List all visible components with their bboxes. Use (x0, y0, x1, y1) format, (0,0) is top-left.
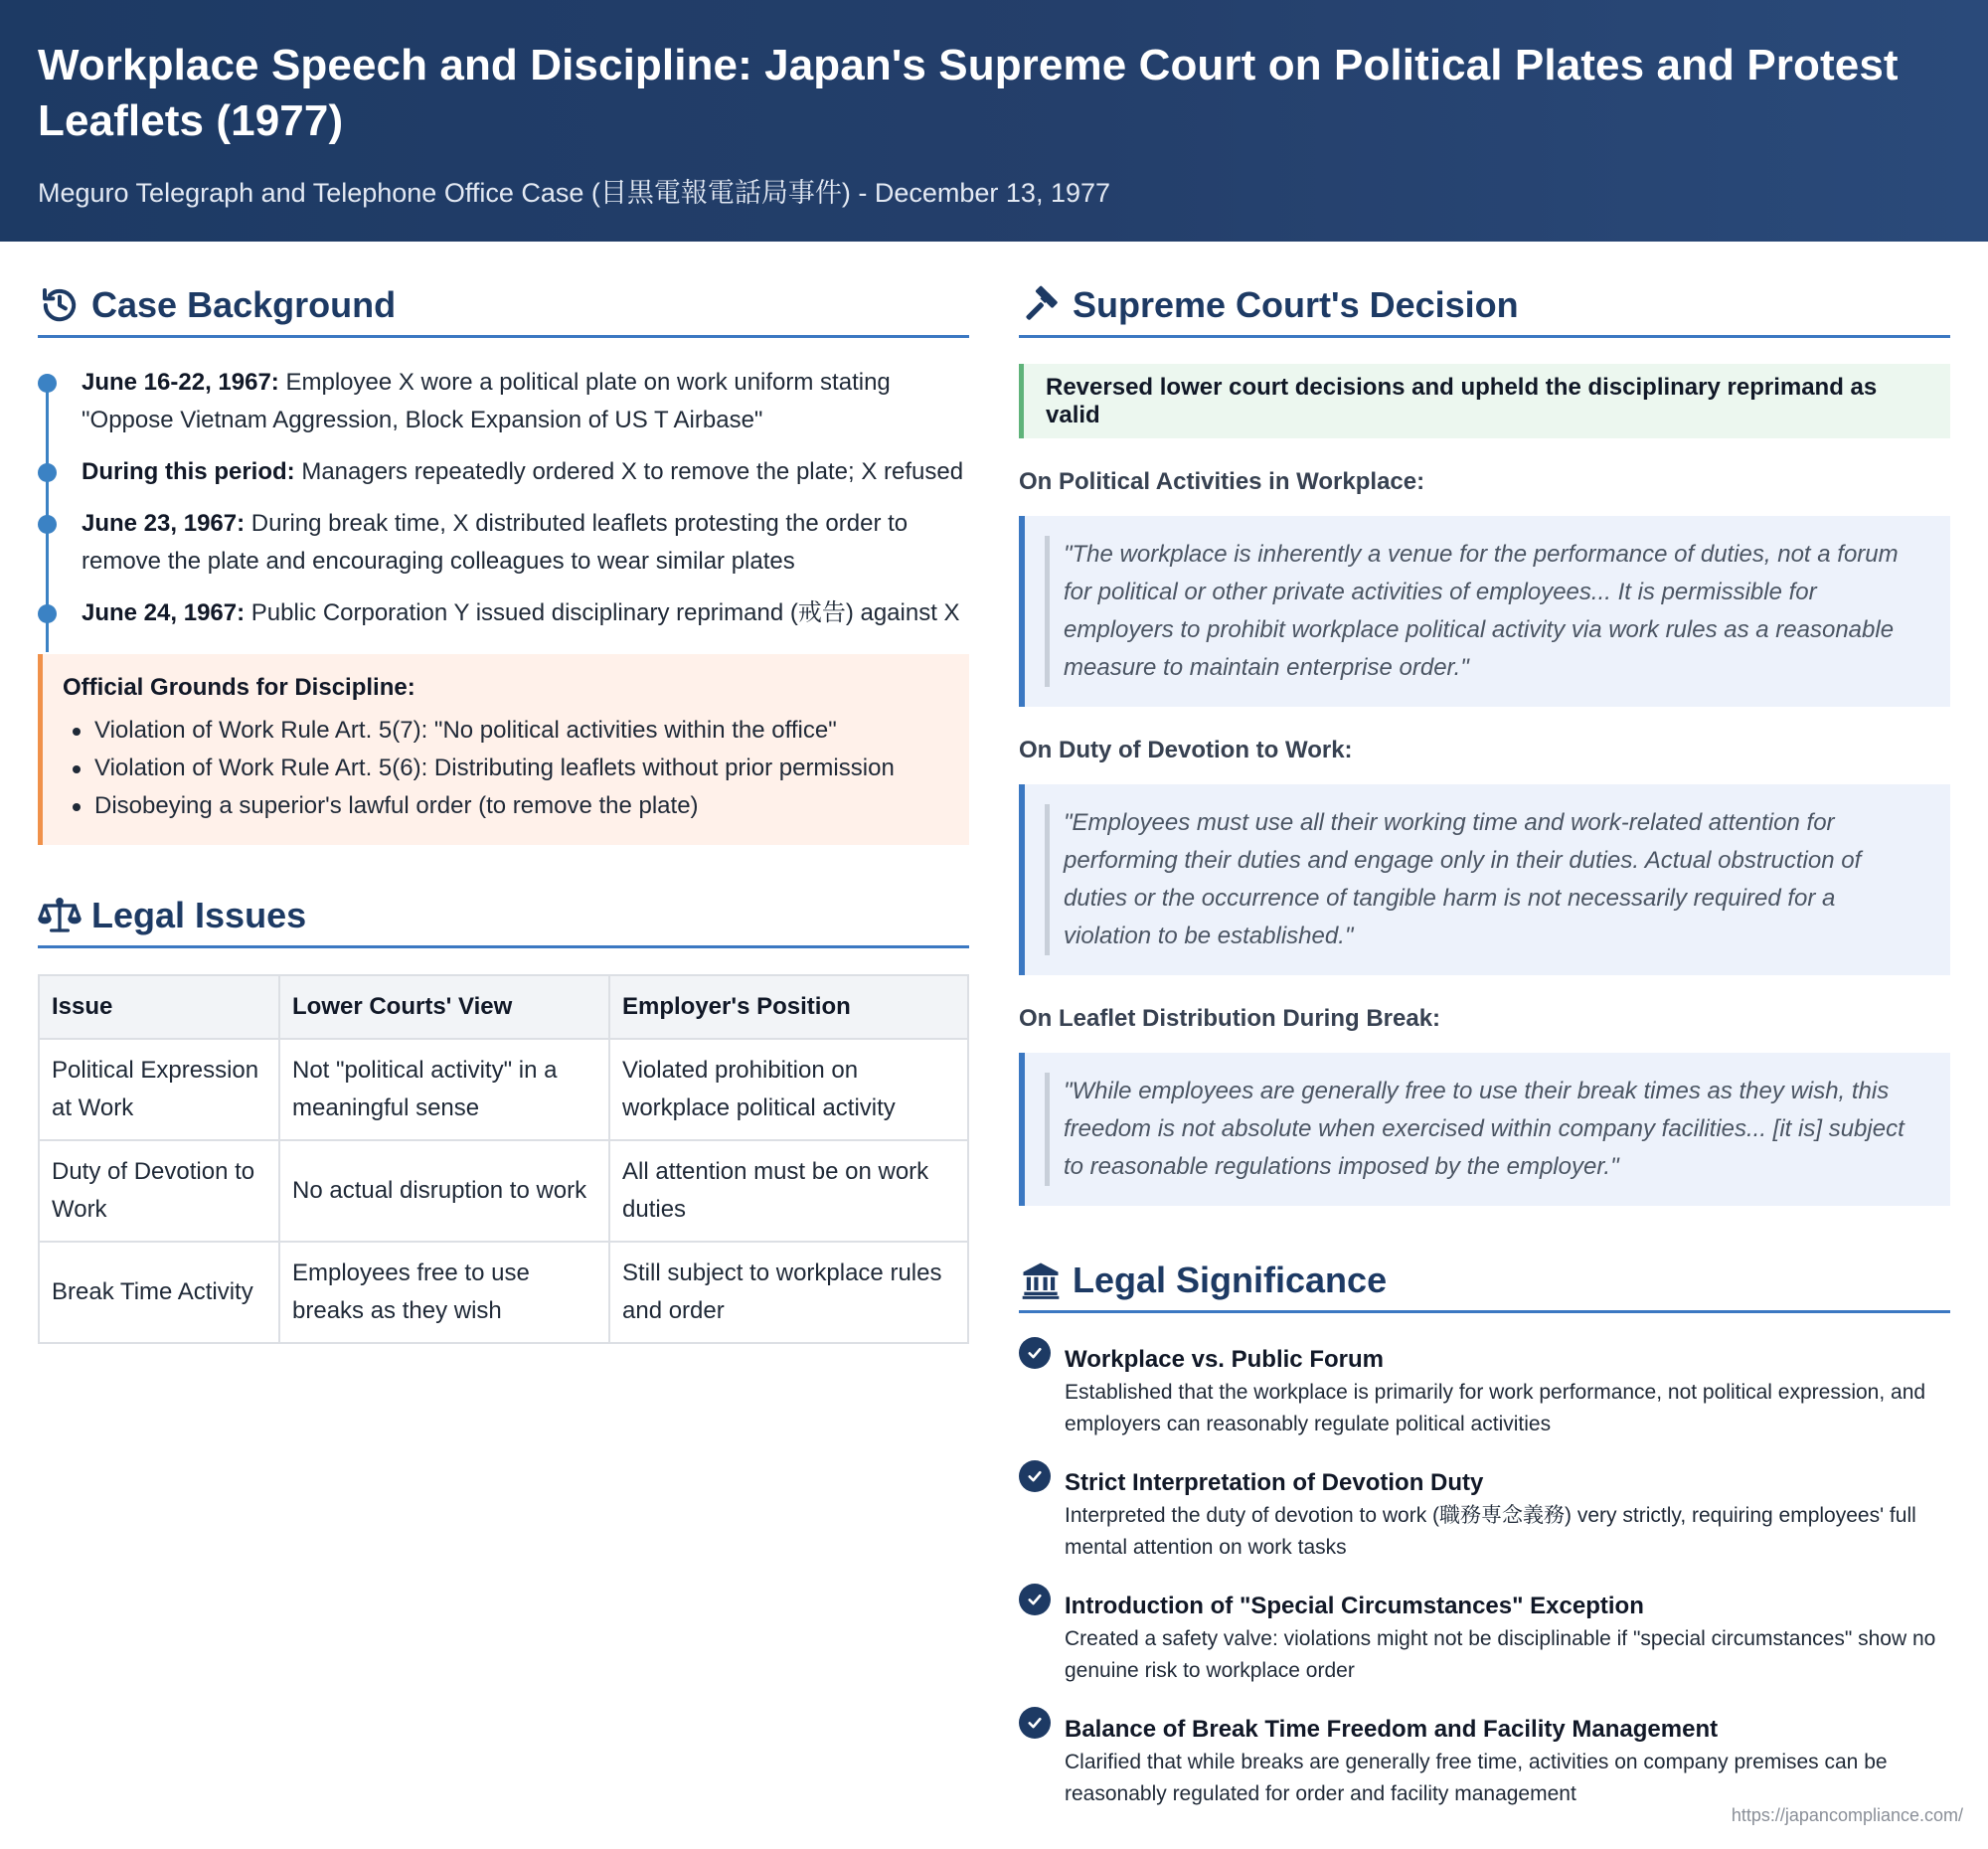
decision-quote-box (1019, 784, 1950, 975)
table-cell: Duty of Devotion to Work (39, 1140, 279, 1242)
page-header (0, 0, 1988, 242)
list-item: Disobeying a superior's lawful order (to remove the plate) (63, 787, 945, 825)
table-row (39, 1039, 968, 1140)
timeline-dot (38, 515, 57, 534)
table-row (39, 1242, 968, 1343)
significance-item-desc: Interpreted the duty of devotion to work (職務専念義務) very strictly, requiring employees' full mental attention on work tasks (1065, 1504, 1916, 1559)
check-circle-icon (1019, 1707, 1051, 1739)
table-cell: Not "political activity" in a meaningful sense (279, 1039, 609, 1140)
table-cell: Employees free to use breaks as they wish (279, 1242, 609, 1343)
timeline-dot (38, 374, 57, 393)
timeline-item (82, 364, 969, 439)
timeline-item (82, 505, 969, 581)
timeline-text: Public Corporation Y issued disciplinary reprimand (戒告) against X (245, 599, 960, 626)
decision-point-heading: On Leaflet Distribution During Break: (1019, 1005, 1441, 1032)
list-item (1019, 1335, 1950, 1440)
table-row (39, 1140, 968, 1242)
list-item: Violation of Work Rule Art. 5(7): "No political activities within the office" (63, 712, 945, 750)
decision-point-heading: On Political Activities in Workplace: (1019, 468, 1425, 495)
discipline-grounds-heading: Official Grounds for Discipline: (63, 674, 415, 701)
timeline-date: June 16-22, 1967: (82, 369, 279, 396)
legal-issues-table (38, 974, 969, 1344)
column-header: Employer's Position (609, 975, 968, 1039)
timeline-text: Managers repeatedly ordered X to remove the plate; X refused (294, 458, 964, 485)
case-timeline (38, 364, 969, 632)
right-column (1019, 278, 1950, 1828)
timeline-date: June 23, 1967: (82, 510, 246, 537)
check-circle-icon (1019, 1584, 1051, 1615)
decision-summary: Reversed lower court decisions and upheld the disciplinary reprimand as valid (1019, 364, 1950, 438)
significance-heading (1019, 1254, 1950, 1313)
decision-quote-box (1019, 1053, 1950, 1206)
table-cell: Break Time Activity (39, 1242, 279, 1343)
check-circle-icon (1019, 1460, 1051, 1492)
significance-item-title: Balance of Break Time Freedom and Facility Management (1065, 1716, 1719, 1743)
decision-quote: "The workplace is inherently a venue for the performance of duties, not a forum for political or other private activities of employees... It is permissible for employers to prohibit workplace political activity via work rules as a reasonable measure to maintain enterprise order." (1045, 536, 1926, 687)
left-column (38, 278, 969, 1344)
significance-list (1019, 1335, 1950, 1810)
column-header: Issue (39, 975, 279, 1039)
table-cell: Violated prohibition on workplace political activity (609, 1039, 968, 1140)
timeline-date: During this period: (82, 458, 295, 485)
decision-heading (1019, 278, 1950, 338)
decision-title: Supreme Court's Decision (1073, 283, 1519, 325)
decision-quote: "While employees are generally free to use their break times as they wish, this freedom is not absolute when exercised within company facilities... [it is] subject to reasonable regulations imposed by the employer." (1045, 1073, 1926, 1186)
discipline-grounds-list (63, 712, 945, 825)
source-url: https://japancompliance.com/ (1731, 1805, 1963, 1825)
case-background-heading (38, 278, 969, 338)
discipline-grounds-box (38, 654, 969, 845)
table-cell: Still subject to workplace rules and order (609, 1242, 968, 1343)
list-item (1019, 1705, 1950, 1810)
table-cell: No actual disruption to work (279, 1140, 609, 1242)
legal-issues-heading (38, 889, 969, 948)
significance-item-title: Introduction of "Special Circumstances" Exception (1065, 1593, 1644, 1619)
history-icon (38, 283, 82, 327)
decision-quote-box (1019, 516, 1950, 707)
decision-quote: "Employees must use all their working time and work-related attention for performing their duties and engage only in their duties. Actual obstruction of duties or the occurrence of tangible harm is not necessarily required for a violation to be established." (1045, 804, 1926, 955)
page-title: Workplace Speech and Discipline: Japan's Supreme Court on Political Plates and Protest Leaflets (1977) (38, 41, 1899, 145)
significance-item-desc: Clarified that while breaks are generally free time, activities on company premises can be reasonably regulated for order and facility management (1065, 1751, 1888, 1805)
significance-item-desc: Created a safety valve: violations might not be disciplinable if "special circumstances" show no genuine risk to workplace order (1065, 1627, 1936, 1682)
table-cell: Political Expression at Work (39, 1039, 279, 1140)
timeline-date: June 24, 1967: (82, 599, 246, 626)
timeline-text: During break time, X distributed leaflets protesting the order to remove the plate and encouraging colleagues to wear similar plates (82, 510, 909, 575)
timeline-item (82, 453, 969, 491)
timeline-text: Employee X wore a political plate on work uniform stating "Oppose Vietnam Aggression, Block Expansion of US T Airbase" (82, 369, 891, 433)
table-cell: All attention must be on work duties (609, 1140, 968, 1242)
significance-title: Legal Significance (1073, 1259, 1388, 1300)
significance-item-desc: Established that the workplace is primarily for work performance, not political expression, and employers can reasonably regulate political activities (1065, 1381, 1926, 1435)
case-background-title: Case Background (91, 283, 397, 325)
significance-item-title: Workplace vs. Public Forum (1065, 1346, 1384, 1373)
gavel-icon (1019, 283, 1063, 327)
column-header: Lower Courts' View (279, 975, 609, 1039)
timeline-dot (38, 463, 57, 482)
check-circle-icon (1019, 1337, 1051, 1369)
list-item: Violation of Work Rule Art. 5(6): Distributing leaflets without prior permission (63, 750, 945, 787)
timeline-item (82, 594, 969, 632)
landmark-icon (1019, 1259, 1063, 1302)
timeline-dot (38, 604, 57, 623)
list-item (1019, 1582, 1950, 1687)
table-header-row (39, 975, 968, 1039)
decision-point-heading: On Duty of Devotion to Work: (1019, 737, 1353, 763)
legal-issues-title: Legal Issues (91, 894, 307, 935)
list-item (1019, 1458, 1950, 1564)
page-subtitle: Meguro Telegraph and Telephone Office Case (目黒電報電話局事件) - December 13, 1977 (38, 178, 1111, 208)
scales-icon (38, 894, 82, 937)
significance-item-title: Strict Interpretation of Devotion Duty (1065, 1469, 1484, 1496)
